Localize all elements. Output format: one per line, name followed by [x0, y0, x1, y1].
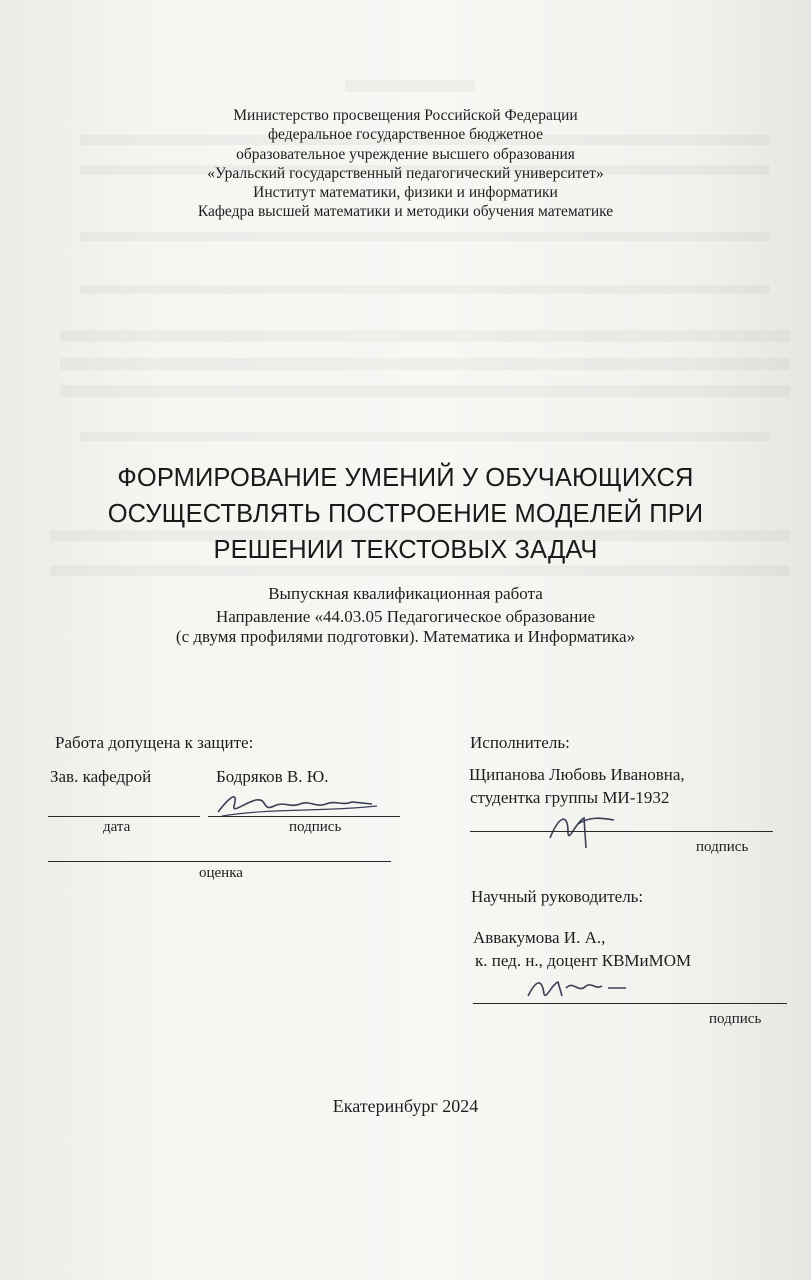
bleed-through-text: [60, 358, 790, 370]
grade-caption: оценка: [199, 865, 243, 881]
supervisor-name: Аввакумова И. А.,: [473, 928, 606, 947]
institution-type-line: федеральное государственное бюджетное: [268, 126, 543, 144]
executor-group: студентка группы МИ-1932: [470, 788, 670, 807]
executor-heading: Исполнитель:: [470, 733, 570, 752]
thesis-title-line: ФОРМИРОВАНИЕ УМЕНИЙ У ОБУЧАЮЩИХСЯ: [117, 464, 694, 492]
department-line: Кафедра высшей математики и методики обучения математике: [197, 203, 614, 221]
institute-line: Институт математики, физики и информатики: [253, 184, 558, 202]
date-caption: дата: [103, 819, 131, 835]
study-direction-line: (с двумя профилями подготовки). Математика и Информатика»: [175, 627, 636, 646]
bleed-through-text: [60, 330, 790, 342]
date-line: [48, 816, 200, 817]
executor-signature: [542, 804, 622, 852]
thesis-subtitle: [0, 584, 811, 648]
institution-type-line: образовательное учреждение высшего образования: [236, 145, 575, 163]
bleed-through-text: [60, 385, 790, 397]
bleed-through-text: [345, 80, 475, 92]
institution-header: [0, 106, 811, 222]
bleed-through-text: [80, 232, 770, 241]
head-of-department-label: Зав. кафедрой: [50, 767, 152, 786]
study-direction-line: Направление «44.03.05 Педагогическое образование: [215, 606, 596, 626]
thesis-title-line: РЕШЕНИИ ТЕКСТОВЫХ ЗАДАЧ: [213, 536, 598, 564]
grade-line: [48, 861, 391, 862]
supervisor-heading: Научный руководитель:: [471, 887, 644, 906]
work-type: Выпускная квалификационная работа: [268, 584, 543, 603]
executor-signature-caption: подпись: [696, 839, 749, 855]
head-of-department-name: Бодряков В. Ю.: [216, 767, 329, 786]
head-signature: [212, 786, 382, 820]
bleed-through-text: [80, 285, 770, 294]
bleed-through-text: [80, 432, 770, 441]
ministry-line: Министерство просвещения Российской Федерации: [233, 107, 578, 124]
head-signature-caption: подпись: [289, 819, 342, 835]
supervisor-position: к. пед. н., доцент КВМиМОМ: [475, 951, 692, 970]
supervisor-signature-caption: подпись: [709, 1011, 762, 1027]
executor-name: Щипанова Любовь Ивановна,: [469, 765, 685, 784]
supervisor-signature: [522, 970, 632, 1004]
thesis-title: [0, 460, 811, 568]
executor-signature-line: [470, 831, 773, 832]
thesis-title-line: ОСУЩЕСТВЛЯТЬ ПОСТРОЕНИЕ МОДЕЛЕЙ ПРИ: [107, 500, 704, 528]
university-name-line: «Уральский государственный педагогический университет»: [207, 164, 604, 182]
supervisor-signature-line: [473, 1003, 787, 1004]
city-year: Екатеринбург 2024: [332, 1096, 479, 1116]
admission-heading: Работа допущена к защите:: [55, 733, 254, 752]
